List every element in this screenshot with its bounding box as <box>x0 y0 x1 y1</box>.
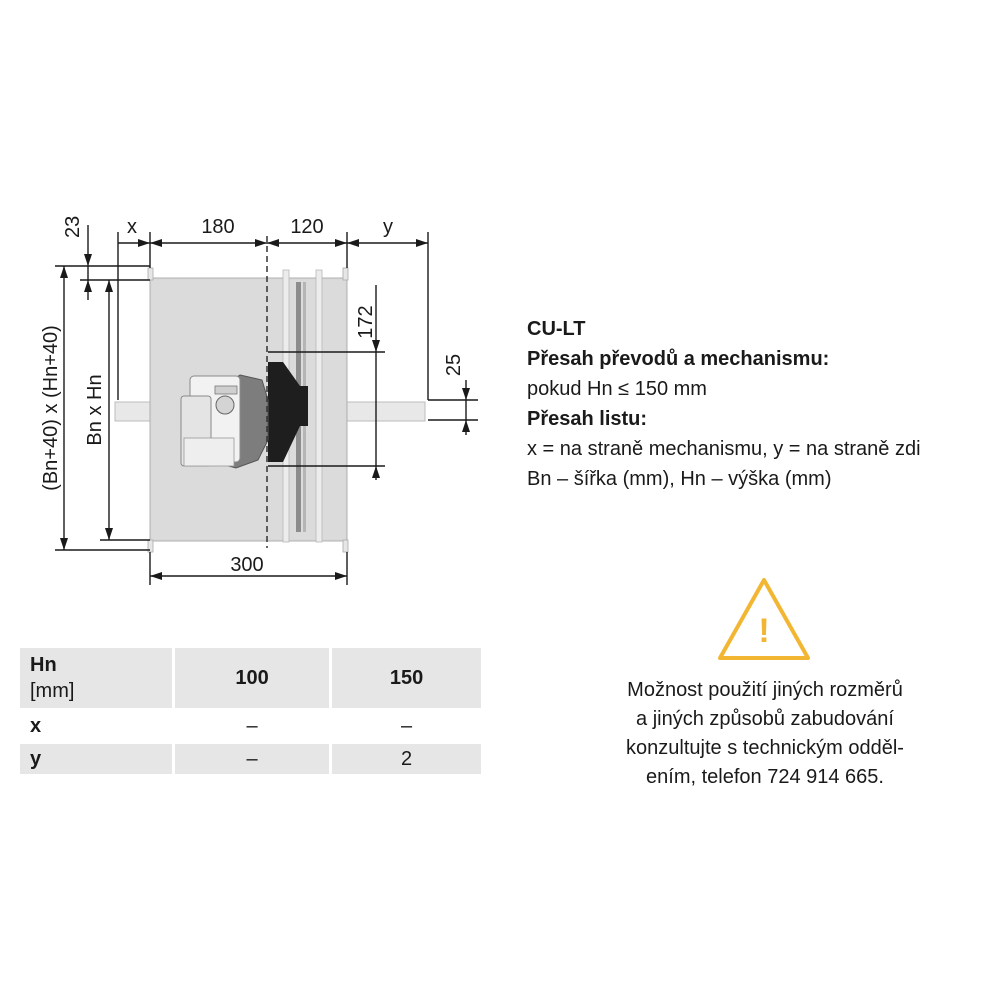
row-x-value-100: – <box>175 711 332 741</box>
dim-label-inner: Bn x Hn <box>84 374 106 446</box>
actuator-base <box>184 438 234 466</box>
dim-label-x: x <box>127 216 137 238</box>
info-block <box>527 314 921 494</box>
table-row <box>20 744 481 774</box>
dim-label-outer: (Bn+40) x (Hn+40) <box>40 325 62 491</box>
flange-bottom-right <box>343 540 348 552</box>
actuator-lever <box>215 386 237 394</box>
row-y-value-100: – <box>175 744 332 774</box>
warning-line-1: Možnost použití jiných rozměrů <box>627 679 903 701</box>
warning-line-3: konzultujte s technickým odděl- <box>626 737 904 759</box>
info-line-3: Přesah listu: <box>527 408 648 430</box>
dim-label-180: 180 <box>201 216 235 238</box>
dim-label-300: 300 <box>230 554 264 576</box>
dim-label-120: 120 <box>290 216 324 238</box>
row-x-value-150: – <box>332 711 481 741</box>
blade-strip-4 <box>316 270 322 542</box>
info-line-1: Přesah převodů a mechanismu: <box>527 348 830 370</box>
table-header-label <box>20 648 175 708</box>
warning-line-4: ením, telefon 724 914 665. <box>646 766 884 788</box>
header-unit: [mm] <box>30 680 75 702</box>
warning-line-2: a jiných způsobů zabudování <box>636 708 894 730</box>
warning-text <box>590 676 940 792</box>
dim-label-y: y <box>383 216 393 238</box>
row-y-value-150: 2 <box>332 744 481 774</box>
info-line-5: Bn – šířka (mm), Hn – výška (mm) <box>527 468 832 490</box>
warning-exclamation: ! <box>758 612 770 650</box>
actuator-knob <box>216 396 234 414</box>
info-title: CU-LT <box>527 318 586 340</box>
warning-triangle-icon <box>716 576 812 662</box>
info-line-4: x = na straně mechanismu, y = na straně zdi <box>527 438 921 460</box>
flange-top-left <box>148 268 153 280</box>
dim-label-25: 25 <box>443 353 465 377</box>
table-col-150: 150 <box>332 648 481 708</box>
table-row <box>20 711 481 741</box>
info-line-2: pokud Hn ≤ 150 mm <box>527 378 707 400</box>
table-col-100: 100 <box>175 648 332 708</box>
header-label-hn: Hn <box>30 654 57 676</box>
spec-table <box>20 645 481 777</box>
dim-label-172: 172 <box>355 305 377 339</box>
row-label-y: y <box>20 744 175 774</box>
dim-label-23: 23 <box>62 215 84 238</box>
row-label-x: x <box>20 711 175 741</box>
flange-top-right <box>343 268 348 280</box>
table-header-row <box>20 648 481 708</box>
